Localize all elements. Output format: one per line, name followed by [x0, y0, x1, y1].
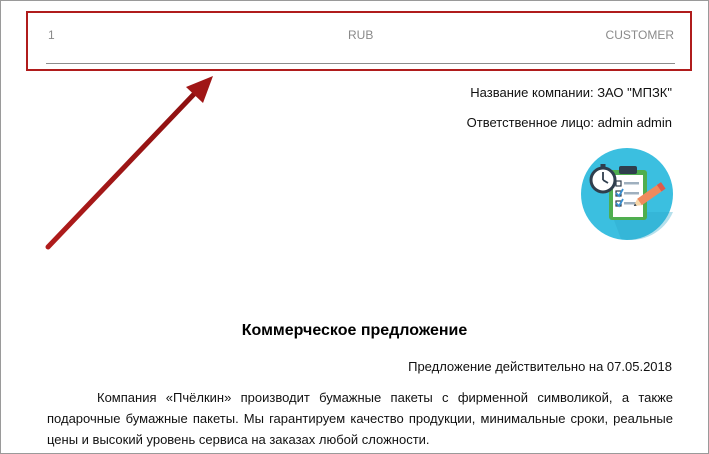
header-currency: RUB [348, 28, 374, 42]
clipboard-checklist-stopwatch-icon [581, 148, 673, 240]
company-name: Название компании: ЗАО "МПЗК" [470, 85, 672, 100]
company-description: Компания «Пчёлкин» производит бумажные пакеты с фирменной символикой, а также подарочные бумажные пакеты. Мы гарантируем качество продукции, минимальные сроки, реальные цены и высокий уровень сервиса на заказах любой сложности. [47, 390, 673, 447]
responsible-person: Ответственное лицо: admin admin [466, 115, 672, 130]
document-title: Коммерческое предложение [241, 322, 468, 339]
validity-note: Предложение действительно на 07.05.2018 [408, 359, 672, 374]
header-customer: CUSTOMER [605, 28, 674, 42]
header-number: 1 [48, 28, 55, 42]
